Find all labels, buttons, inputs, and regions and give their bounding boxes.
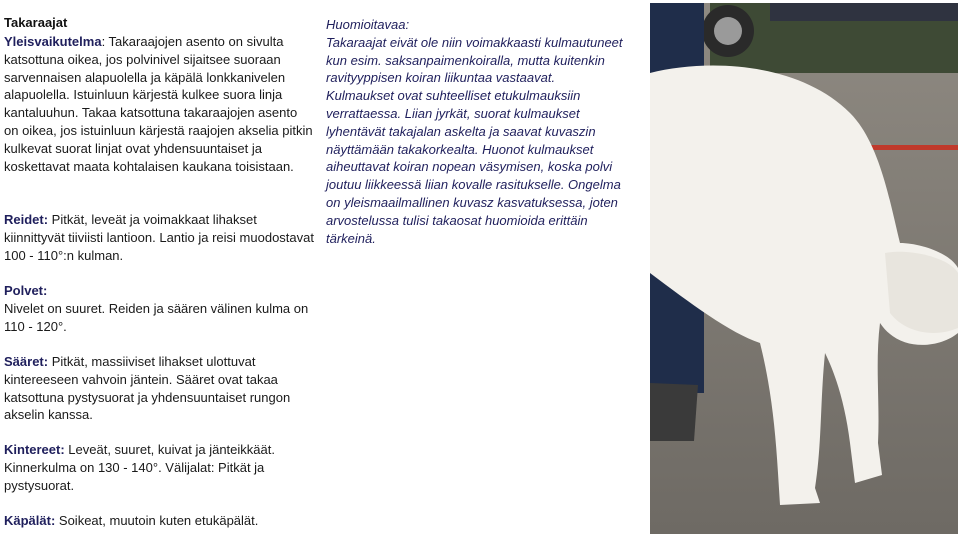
hocks-label: Kintereet:: [4, 442, 65, 457]
dog-hindquarters-photo: [650, 3, 958, 534]
feet-label: Käpälät:: [4, 513, 56, 528]
hocks-text: Leveät, suuret, kuivat ja jänteikkäät. Kinnerkulma on 130 - 140°. Välijalat: Pitkät ja pystysuorat.: [4, 442, 275, 493]
lower-thighs-label: Sääret:: [4, 354, 49, 369]
note-text: Takaraajat eivät ole niin voimakkaasti kulmautuneet kun esim. saksanpaimenkoiralla, mutta kuitenkin ravityyppisen koiran liikuntaa vastaavat. Kulmaukset ovat suhteelliset etukulmauksiin verrattaessa. Liian jyrkät, suorat kulmaukset lyhentävät takajalan askelta ja saavat kuvaszin näyttämään takakorkealta. Huonot kulmaukset aiheuttavat koiran nopean väsymisen, koska polvi joutuu liikkeessä liian kovalle rasitukselle. Ongelma on yleismaailmallinen kuvasz kasvatuksessa, joten arvostelussa tulisi takaosat huomioida erittäin tärkeinä.: [326, 34, 623, 246]
overall-paragraph: [4, 33, 314, 175]
knees-text: Nivelet on suuret. Reiden ja säären välinen kulma on 110 - 120°.: [4, 300, 309, 334]
feet-paragraph: [4, 512, 314, 530]
thighs-text: Pitkät, leveät ja voimakkaat lihakset kiinnittyvät tiiviisti lantioon. Lantio ja reisi muodostavat 100 - 110°:n kulman.: [4, 212, 314, 263]
lower-thighs-paragraph: [4, 353, 314, 424]
note-title: Huomioitavaa:: [326, 17, 410, 32]
lower-thighs-text: Pitkät, massiiviset lihakset ulottuvat kintereeseen vahvoin jäntein. Sääret ovat takaa katsottuna pystysuorat ja yhdensuuntaiset rungon akselin kanssa.: [4, 354, 291, 423]
overall-text: : Takaraajojen asento on sivulta katsottuna oikea, jos polvinivel sijaitsee suoraan sarvennaisen alapuolella ja käpälä lonkkanivelen alapuolella. Istuinluun kärjestä kulkee suora linja kantaluuhun. Takaa katsottuna takaraajojen asento on oikea, jos istuinluun kärjestä raajojen akselia pitkin kulkevat suorat linjat ovat yhdensuuntaiset ja koskettavat maata kohtalaisen kaukana toisistaan.: [4, 34, 313, 174]
thighs-paragraph: [4, 211, 314, 264]
knees-paragraph: [4, 282, 314, 335]
note-box: [326, 16, 626, 247]
section-title: Takaraajat: [4, 15, 68, 30]
thighs-label: Reidet:: [4, 212, 49, 227]
overall-label: Yleisvaikutelma: [4, 34, 102, 49]
feet-text: Soikeat, muutoin kuten etukäpälät.: [55, 513, 259, 528]
hocks-paragraph: [4, 441, 314, 494]
knees-label: Polvet:: [4, 283, 48, 298]
